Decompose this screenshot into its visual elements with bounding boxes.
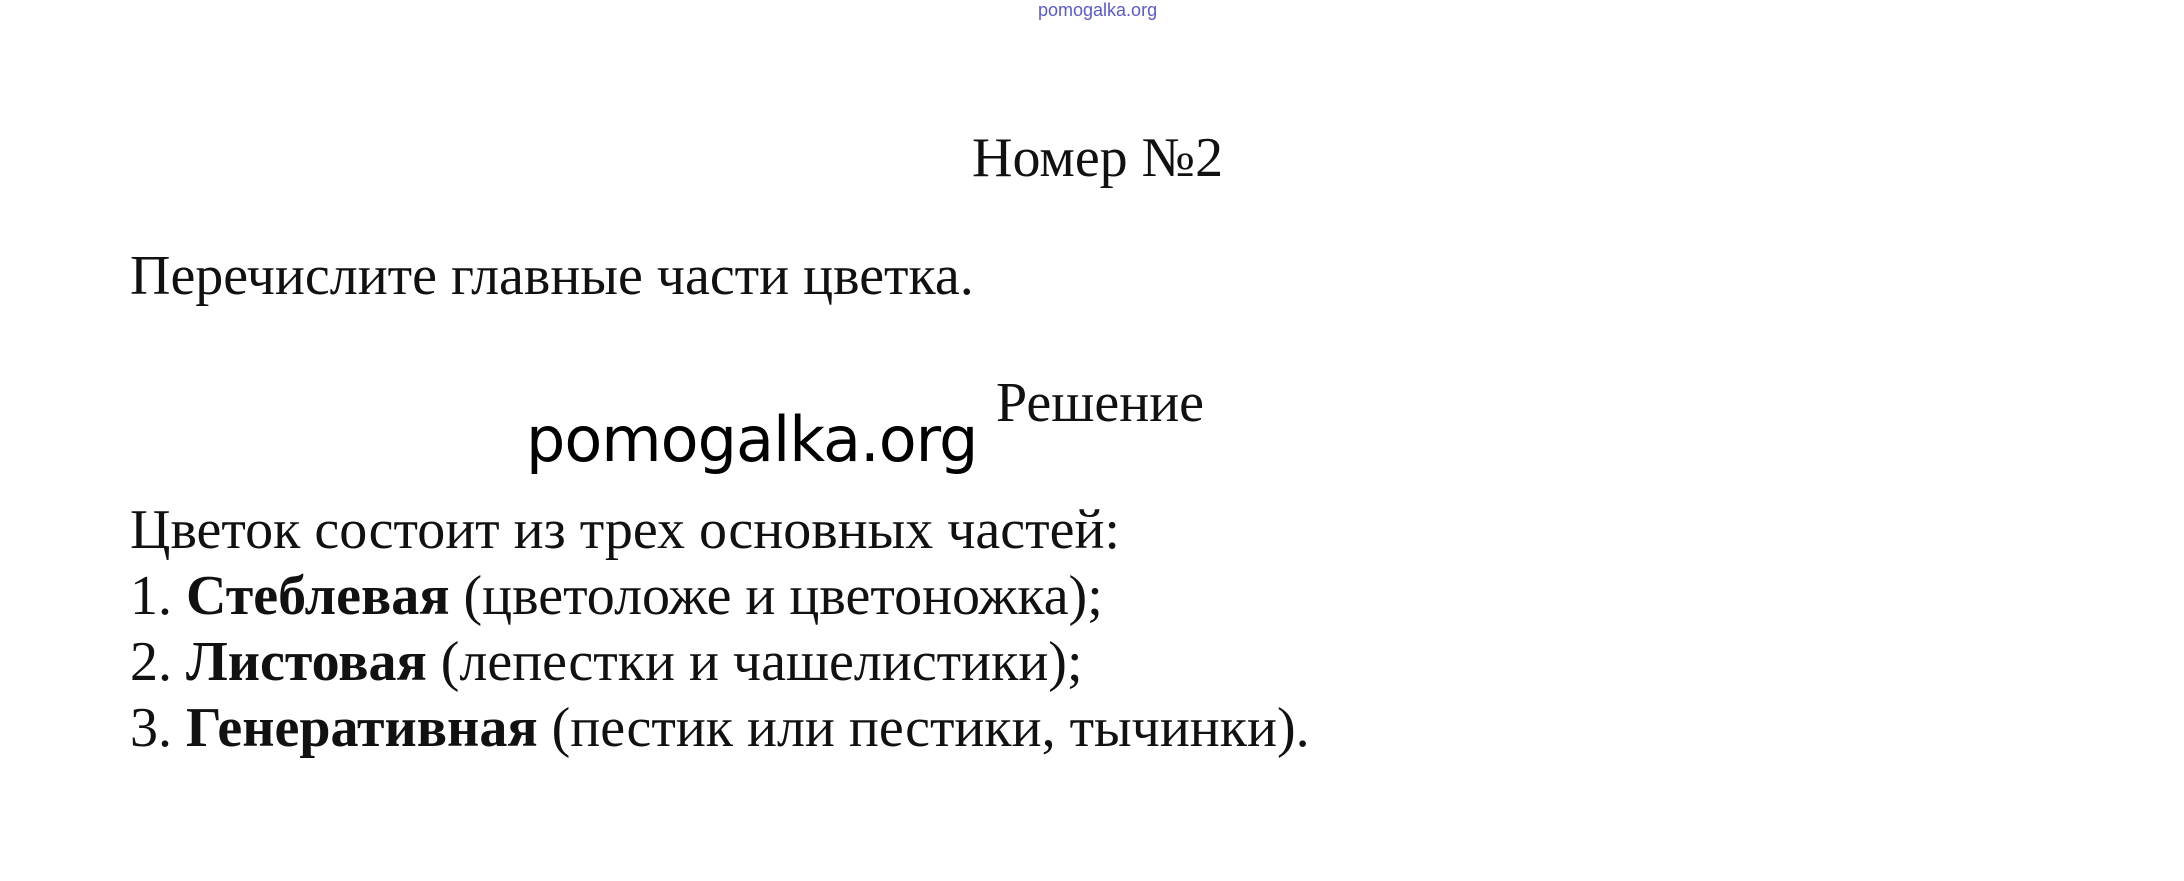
- solution-heading: Решение: [996, 372, 1205, 434]
- site-link[interactable]: pomogalka.org: [1038, 0, 1158, 20]
- list-item: [130, 629, 1310, 695]
- page-title: Номер №2: [972, 127, 1224, 189]
- watermark-logo: pomogalka.org: [526, 403, 978, 476]
- list-item: [130, 695, 1310, 761]
- item-number: 3.: [130, 697, 172, 759]
- item-term: Стеблевая: [186, 565, 450, 627]
- answer-block: [130, 497, 1310, 761]
- item-description: (пестик или пестики, тычинки).: [551, 697, 1310, 759]
- item-description: (цветоложе и цветоножка);: [463, 565, 1103, 627]
- question-text: Перечислите главные части цветка.: [130, 245, 974, 307]
- item-number: 2.: [130, 631, 172, 693]
- item-number: 1.: [130, 565, 172, 627]
- item-term: Генеративная: [186, 697, 538, 759]
- item-term: Листовая: [186, 631, 427, 693]
- answer-intro: Цветок состоит из трех основных частей:: [130, 499, 1120, 561]
- list-item: [130, 563, 1310, 629]
- item-description: (лепестки и чашелистики);: [440, 631, 1083, 693]
